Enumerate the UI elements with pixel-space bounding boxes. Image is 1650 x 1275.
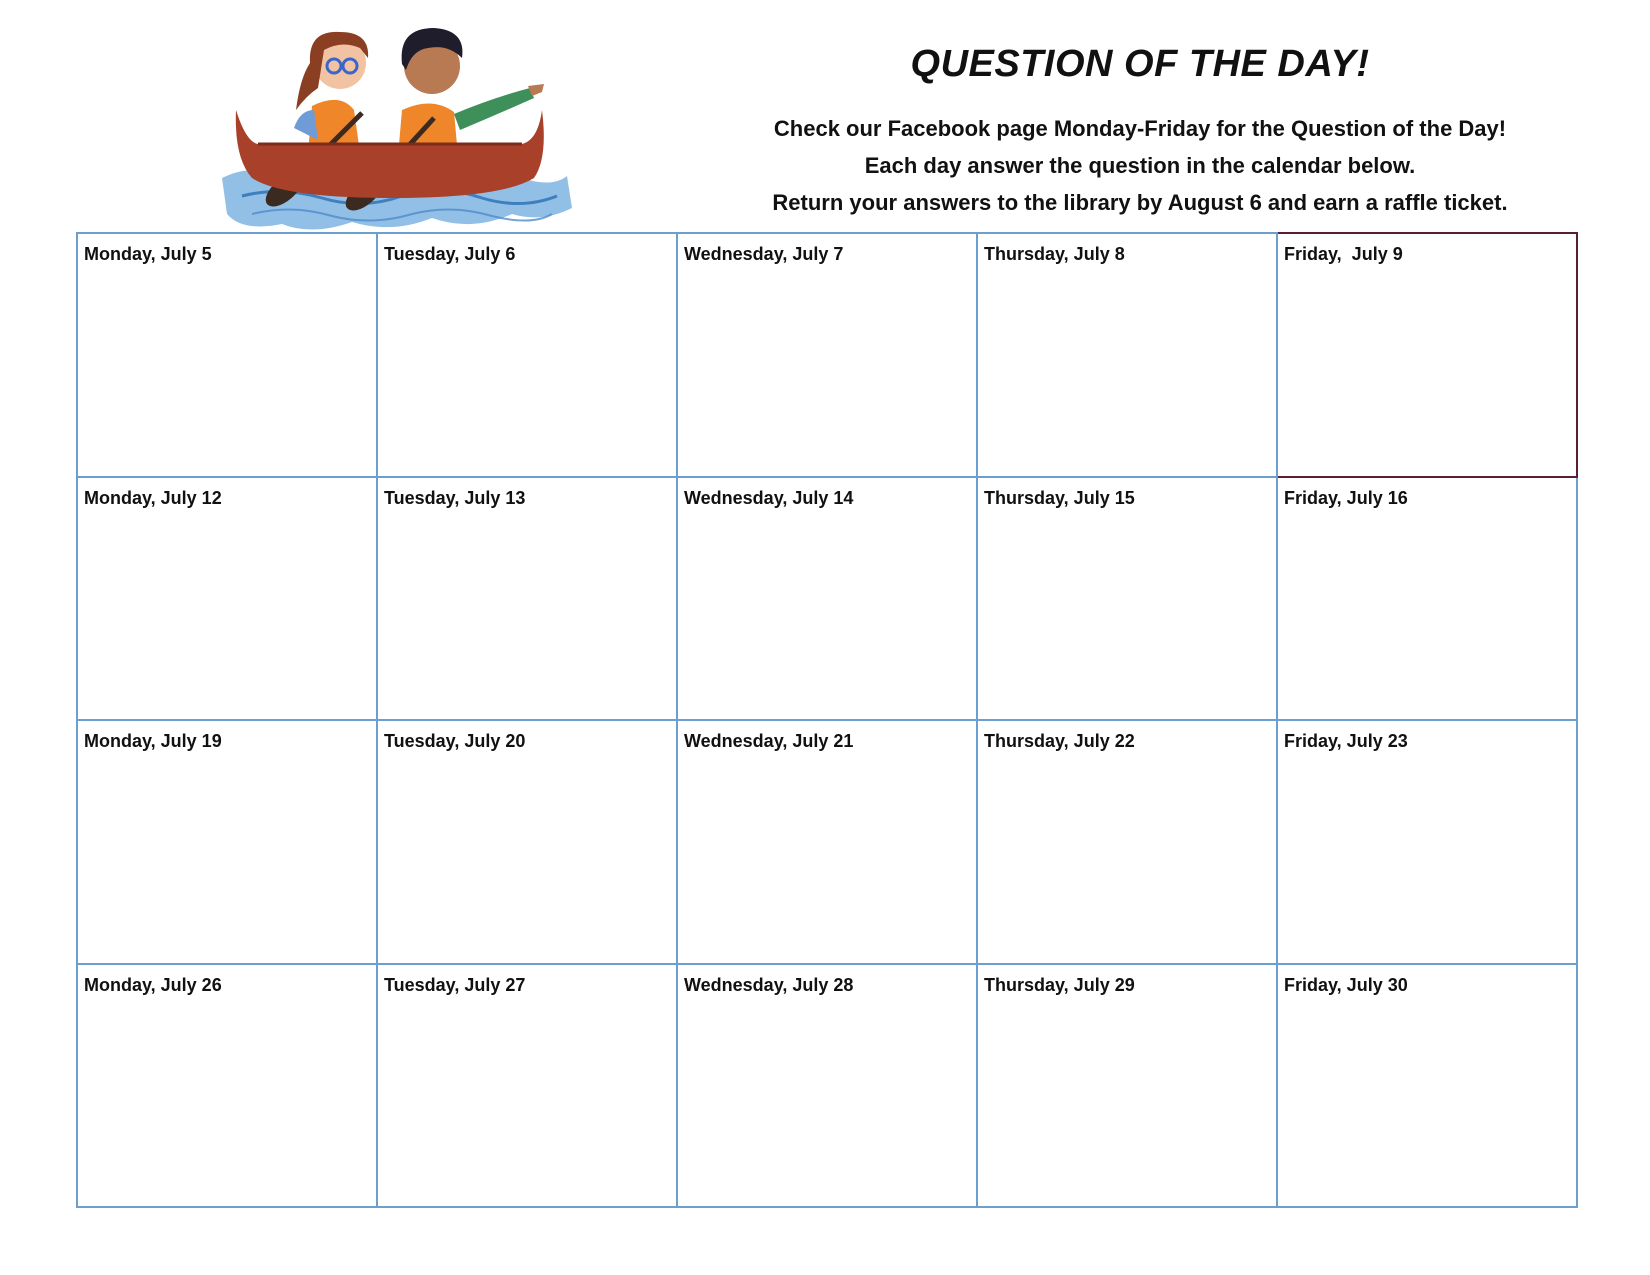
calendar-day-cell[interactable] xyxy=(377,233,677,477)
day-label: Thursday, July 8 xyxy=(984,244,1125,264)
page-title: QUESTION OF THE DAY! xyxy=(910,43,1370,85)
calendar-day-cell[interactable] xyxy=(677,477,977,721)
canoe-kids-illustration xyxy=(222,18,582,248)
calendar-day-cell[interactable] xyxy=(1277,964,1577,1208)
day-label: Thursday, July 29 xyxy=(984,974,1135,995)
day-label: Friday, July 30 xyxy=(1284,974,1408,995)
calendar-day-cell[interactable] xyxy=(977,233,1277,477)
calendar-week-1 xyxy=(77,233,1577,477)
calendar-day-cell-highlighted[interactable] xyxy=(1277,233,1577,477)
day-label: Tuesday, July 13 xyxy=(384,487,526,508)
calendar-day-cell[interactable] xyxy=(377,964,677,1208)
calendar-day-cell[interactable] xyxy=(677,964,977,1208)
calendar-week-3 xyxy=(77,720,1577,964)
instruction-line-2: Each day answer the question in the calendar below. xyxy=(864,153,1416,178)
day-label: Friday, July 23 xyxy=(1284,731,1408,751)
day-label: Wednesday, July 7 xyxy=(684,244,844,264)
calendar-day-cell[interactable] xyxy=(1277,720,1577,964)
calendar-day-cell[interactable] xyxy=(77,477,377,721)
day-label: Friday, July 16 xyxy=(1284,487,1408,508)
day-label: Friday, July 9 xyxy=(1284,244,1403,264)
calendar-day-cell[interactable] xyxy=(677,720,977,964)
canoe xyxy=(236,110,544,198)
day-label: Wednesday, July 28 xyxy=(684,974,854,995)
calendar-day-cell[interactable] xyxy=(677,233,977,477)
calendar-day-cell[interactable] xyxy=(77,964,377,1208)
day-label: Wednesday, July 14 xyxy=(684,487,854,508)
day-label: Thursday, July 22 xyxy=(984,731,1135,751)
instruction-line-3: Return your answers to the library by August 6 and earn a raffle ticket. xyxy=(772,190,1508,215)
day-label: Monday, July 12 xyxy=(84,487,222,508)
day-label: Monday, July 26 xyxy=(84,974,222,995)
calendar-week-2 xyxy=(77,477,1577,721)
day-label: Wednesday, July 21 xyxy=(684,731,854,751)
calendar-day-cell[interactable] xyxy=(377,477,677,721)
calendar-day-cell[interactable] xyxy=(977,720,1277,964)
calendar-day-cell[interactable] xyxy=(977,964,1277,1208)
day-label: Monday, July 5 xyxy=(84,244,212,264)
day-label: Tuesday, July 20 xyxy=(384,731,526,751)
day-label: Tuesday, July 27 xyxy=(384,974,526,995)
instruction-line-1: Check our Facebook page Monday-Friday for the Question of the Day! xyxy=(773,116,1507,141)
header xyxy=(740,40,1540,221)
calendar-day-cell[interactable] xyxy=(77,233,377,477)
day-label: Tuesday, July 6 xyxy=(384,244,516,264)
day-label: Thursday, July 15 xyxy=(984,487,1135,508)
calendar-week-4 xyxy=(77,964,1577,1208)
calendar-day-cell[interactable] xyxy=(377,720,677,964)
day-label: Monday, July 19 xyxy=(84,731,222,751)
calendar-day-cell[interactable] xyxy=(77,720,377,964)
calendar-day-cell[interactable] xyxy=(977,477,1277,721)
calendar-grid xyxy=(76,232,1578,1208)
calendar-day-cell[interactable] xyxy=(1277,477,1577,721)
